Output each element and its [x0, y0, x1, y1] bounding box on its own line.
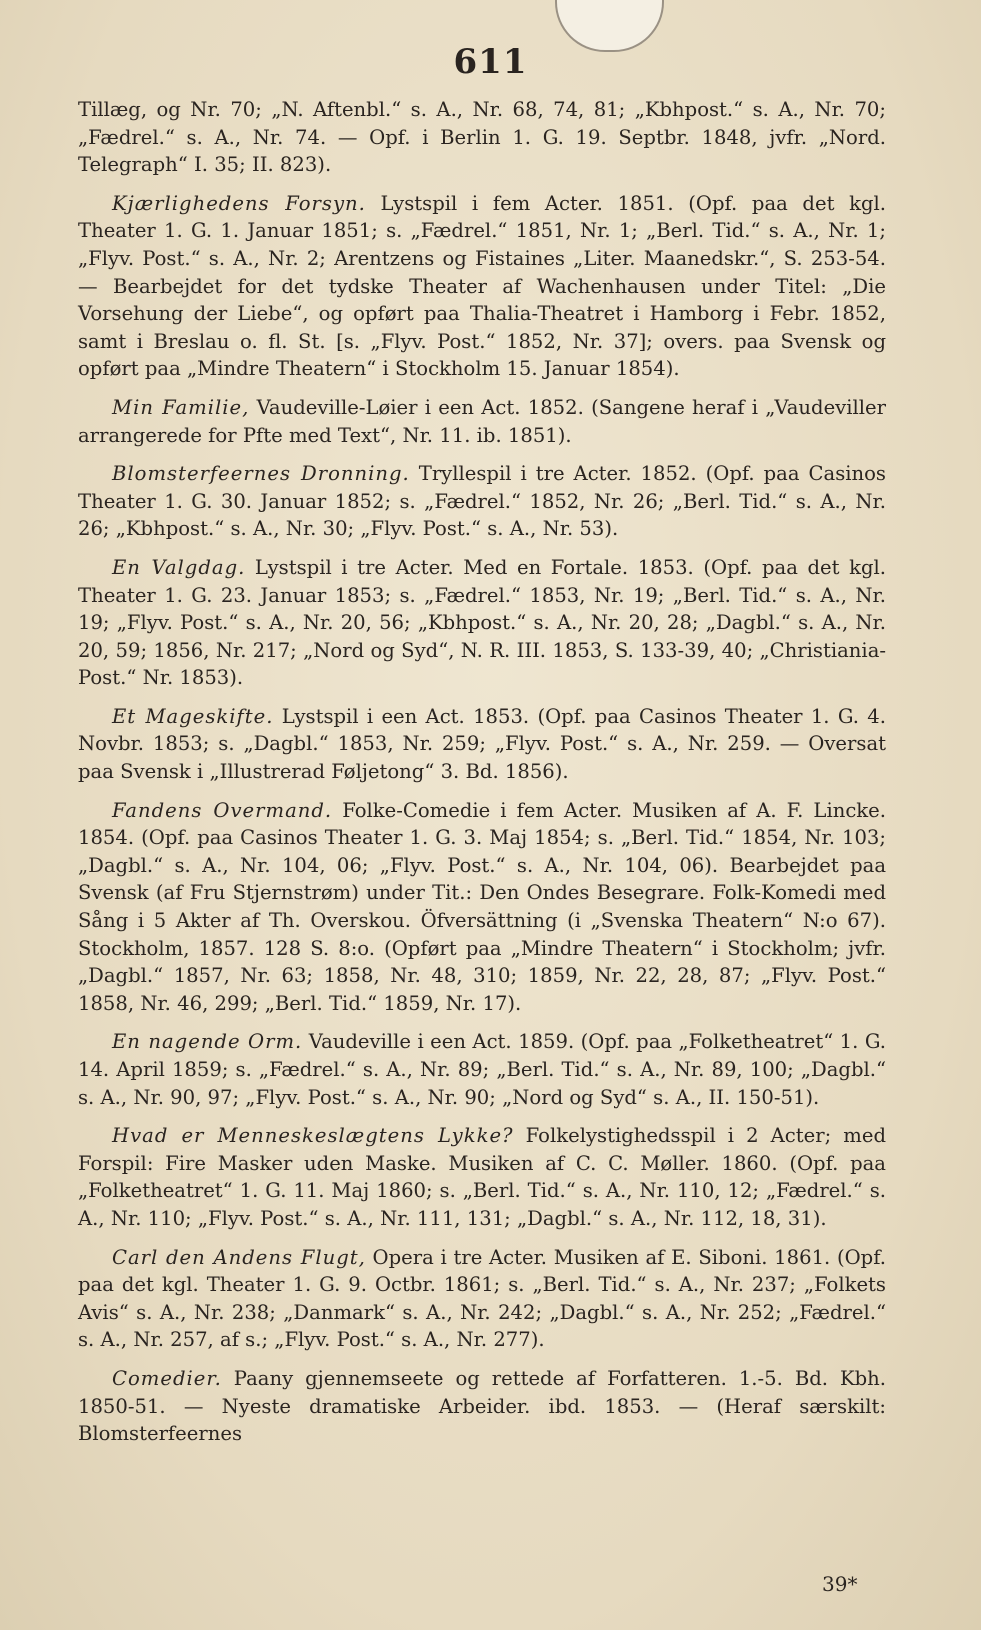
entry-title: Carl den Andens Flugt,	[112, 1245, 366, 1269]
paragraph-4	[78, 554, 886, 692]
paragraph-text: Vaudeville-Løier i een Act. 1852. (Sangene heraf i „Vaudeviller arrangerede for Pfte med Text“, Nr. 11. ib. 1851).	[78, 395, 886, 447]
paragraph-7	[78, 1028, 886, 1111]
paragraph-text: Lystspil i een Act. 1853. (Opf. paa Casinos Theater 1. G. 4. Novbr. 1853; s. „Dagbl.“ 1853, Nr. 259; „Flyv. Post.“ s. A., Nr. 259. — Oversat paa Svensk i „Illustrerad Føljetong“ 3. Bd. 1856).	[78, 704, 886, 784]
entry-title: Comedier.	[112, 1366, 222, 1390]
paragraph-8	[78, 1122, 886, 1232]
paragraph-9	[78, 1244, 886, 1354]
paragraph-text: Tryllespil i tre Acter. 1852. (Opf. paa Casinos Theater 1. G. 30. Januar 1852; s. „Fædrel.“ 1852, Nr. 26; „Berl. Tid.“ s. A., Nr. 26; „Kbhpost.“ s. A., Nr. 30; „Flyv. Post.“ s. A., Nr. 53).	[78, 462, 886, 541]
paragraph-text: Paany gjennemseete og rettede af Forfatteren. 1.-5. Bd. Kbh. 1850-51. — Nyeste dramatiske Arbeider. ibd. 1853. — (Heraf særskilt: Blomsterfeernes	[78, 1366, 886, 1446]
paragraph-text: Opera i tre Acter. Musiken af E. Siboni. 1861. (Opf. paa det kgl. Theater 1. G. 9. Octbr. 1861; s. „Berl. Tid.“ s. A., Nr. 237; „Folkets Avis“ s. A., Nr. 238; „Danmark“ s. A., Nr. 242; „Dagbl.“ s. A., Nr. 252; „Fædrel.“ s. A., Nr. 257, af s.; „Flyv. Post.“ s. A., Nr. 277).	[78, 1245, 886, 1352]
signature-mark: 39*	[822, 1572, 858, 1596]
paragraph-3	[78, 460, 886, 543]
entry-title: Kjærlighedens Forsyn.	[112, 191, 366, 215]
entry-title: Fandens Overmand.	[112, 798, 333, 822]
entry-title: Et Mageskifte.	[112, 704, 274, 728]
entry-title: En Valgdag.	[112, 555, 246, 579]
paragraph-5	[78, 703, 886, 786]
entry-title: Blomsterfeernes Dronning.	[112, 462, 410, 486]
paragraph-text: Folkelystighedsspil i 2 Acter; med Forspil: Fire Masker uden Maske. Musiken af C. C. Møller. 1860. (Opf. paa „Folketheatret“ 1. G. 11. Maj 1860; s. „Berl. Tid.“ s. A., Nr. 110, 12; „Fædrel.“ s. A., Nr. 110; „Flyv. Post.“ s. A., Nr. 111, 131; „Dagbl.“ s. A., Nr. 112, 18, 31).	[78, 1124, 886, 1230]
paragraph-6	[78, 797, 886, 1018]
paragraph-text: Vaudeville i een Act. 1859. (Opf. paa „Folketheatret“ 1. G. 14. April 1859; s. „Fædrel.“ s. A., Nr. 89; „Berl. Tid.“ s. A., Nr. 89, 100; „Dagbl.“ s. A., Nr. 90, 97; „Flyv. Post.“ s. A., Nr. 90; „Nord og Syd“ s. A., II. 150-51).	[78, 1030, 886, 1109]
paragraph-text: Lystspil i fem Acter. 1851. (Opf. paa det kgl. Theater 1. G. 1. Januar 1851; s. „Fædrel.“ 1851, Nr. 1; „Berl. Tid.“ s. A., Nr. 1; „Flyv. Post.“ s. A., Nr. 2; Arentzens og Fistaines „Liter. Maanedskr.“, S. 253-54. — Bearbejdet for det tydske Theater af Wachenhausen under Titel: „Die Vorsehung der Liebe“, og opført paa Thalia-Theatret i Hamborg i Febr. 1852, samt i Breslau o. fl. St. [s. „Flyv. Post.“ 1852, Nr. 37]; overs. paa Svensk og opført paa „Mindre Theatern“ i Stockholm 15. Januar 1854).	[78, 191, 886, 381]
paragraph-0	[78, 96, 886, 179]
paragraph-text: Lystspil i tre Acter. Med en Fortale. 1853. (Opf. paa det kgl. Theater 1. G. 23. Januar 1853; s. „Fædrel.“ 1853, Nr. 19; „Berl. Tid.“ s. A., Nr. 19; „Flyv. Post.“ s. A., Nr. 20, 56; „Kbhpost.“ s. A., Nr. 20, 28; „Dagbl.“ s. A., Nr. 20, 59; 1856, Nr. 217; „Nord og Syd“, N. R. III. 1853, S. 133-39, 40; „Christiania-Post.“ Nr. 1853).	[78, 555, 886, 690]
paragraph-2	[78, 394, 886, 449]
entry-title: Min Familie,	[112, 395, 250, 419]
entry-title: Hvad er Menneskeslægtens Lykke?	[112, 1124, 514, 1148]
paragraph-text: Folke-Comedie i fem Acter. Musiken af A. F. Lincke. 1854. (Opf. paa Casinos Theater 1. G. 3. Maj 1854; s. „Berl. Tid.“ 1854, Nr. 103; „Dagbl.“ s. A., Nr. 104, 06; „Flyv. Post.“ s. A., Nr. 104, 06). Bearbejdet paa Svensk (af Fru Stjernstrøm) under Tit.: Den Ondes Besegrare. Folk-Komedi med Sång i 5 Akter af Th. Overskou. Öfversättning (i „Svenska Theatern“ N:o 67). Stockholm, 1857. 128 S. 8:o. (Opført paa „Mindre Theatern“ i Stockholm; jvfr. „Dagbl.“ 1857, Nr. 63; 1858, Nr. 48, 310; 1859, Nr. 22, 28, 87; „Flyv. Post.“ 1858, Nr. 46, 299; „Berl. Tid.“ 1859, Nr. 17).	[78, 798, 886, 1015]
page-number: 611	[453, 42, 528, 82]
paragraph-text: Tillæg, og Nr. 70; „N. Aftenbl.“ s. A., Nr. 68, 74, 81; „Kbhpost.“ s. A., Nr. 70; „Fædrel.“ s. A., Nr. 74. — Opf. i Berlin 1. G. 19. Septbr. 1848, jvfr. „Nord. Telegraph“ I. 35; II. 823).	[78, 98, 886, 177]
body-text	[78, 96, 886, 1459]
entry-title: En nagende Orm.	[112, 1030, 303, 1054]
paragraph-1	[78, 190, 886, 383]
paragraph-10	[78, 1365, 886, 1448]
